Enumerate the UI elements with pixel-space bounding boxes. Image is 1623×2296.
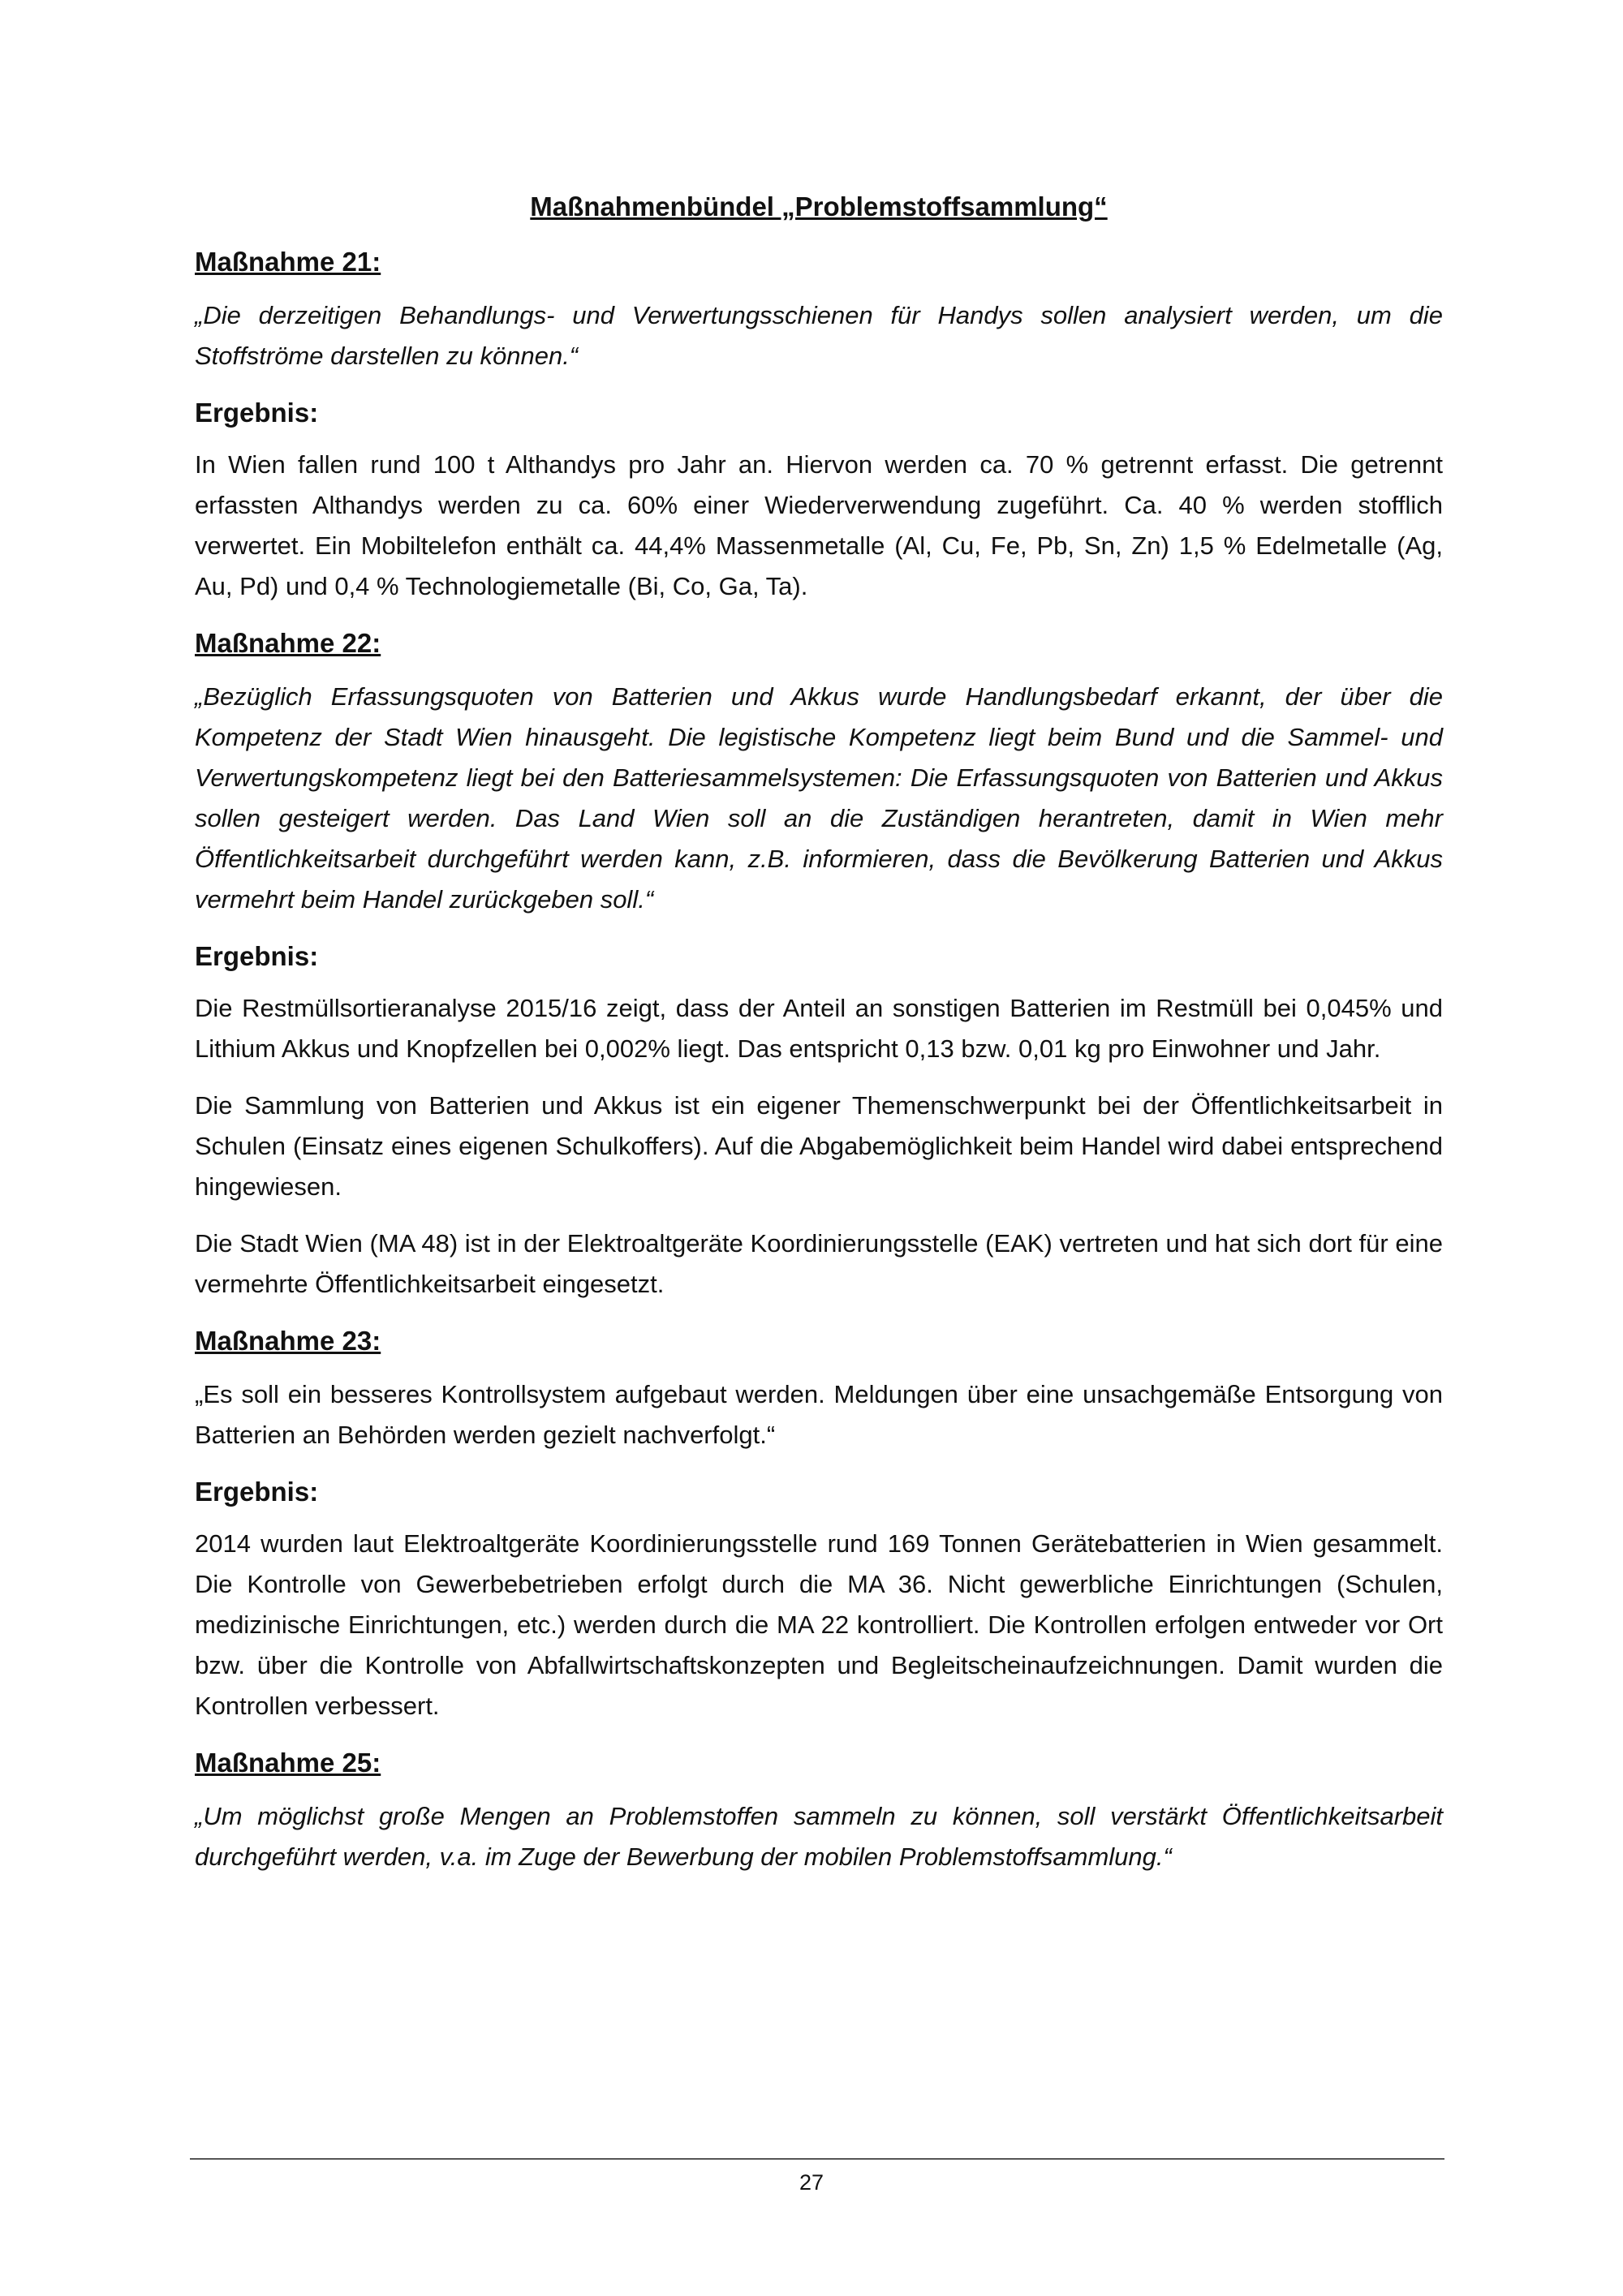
measure-25-quote: „Um möglichst große Mengen an Problemstoffen sammeln zu können, soll verstärkt Öffentlichkeitsarbeit durchgeführt werden, v.a. im Zuge der Bewerbung der mobilen Problemstoffsammlung.“ xyxy=(195,1802,1443,1871)
measure-23-quote: „Es soll ein besseres Kontrollsystem aufgebaut werden. Meldungen über eine unsachgemäße Entsorgung von Batterien an Behörden werden gezielt nachverfolgt.“ xyxy=(195,1380,1443,1449)
measure-23-heading: Maßnahme 23: xyxy=(195,1326,381,1356)
measure-23-section xyxy=(195,1321,1443,1726)
document-page xyxy=(195,187,1443,1894)
measure-21-result-paragraph: In Wien fallen rund 100 t Althandys pro Jahr an. Hiervon werden ca. 70 % getrennt erfasst. Die getrennt erfassten Althandys werden zu ca. 60% einer Wiederverwendung zugeführt. Ca. 40 % werden stofflich verwertet. Ein Mobiltelefon enthält ca. 44,4% Massenmetalle (Al, Cu, Fe, Pb, Sn, Zn) 1,5 % Edelmetalle (Ag, Au, Pd) und 0,4 % Technologiemetalle (Bi, Co, Ga, Ta). xyxy=(195,450,1443,600)
page-number: 27 xyxy=(799,2170,824,2195)
measure-21-result-label: Ergebnis: xyxy=(195,398,319,428)
measure-22-quote: „Bezüglich Erfassungsquoten von Batterien und Akkus wurde Handlungsbedarf erkannt, der über die Kompetenz der Stadt Wien hinausgeht. Die legistische Kompetenz liegt beim Bund und die Sammel- und Verwertungskompetenz liegt bei den Batteriesammelsystemen: Die Erfassungsquoten von Batterien und Akkus sollen gesteigert werden. Das Land Wien soll an die Zuständigen herantreten, damit in Wien mehr Öffentlichkeitsarbeit durchgeführt werden kann, z.B. informieren, dass die Bevölkerung Batterien und Akkus vermehrt beim Handel zurückgeben soll.“ xyxy=(195,682,1443,914)
measure-23-result-paragraph: 2014 wurden laut Elektroaltgeräte Koordinierungsstelle rund 169 Tonnen Gerätebatterien in Wien gesammelt. Die Kontrolle von Gewerbebetrieben erfolgt durch die MA 36. Nicht gewerbliche Einrichtungen (Schulen, medizinische Einrichtungen, etc.) werden durch die MA 22 kontrolliert. Die Kontrollen erfolgen entweder vor Ort bzw. über die Kontrolle von Abfallwirtschaftskonzepten und Begleitscheinaufzeichnungen. Damit wurden die Kontrollen verbessert. xyxy=(195,1529,1443,1720)
measure-22-result-paragraph-3: Die Stadt Wien (MA 48) ist in der Elektroaltgeräte Koordinierungsstelle (EAK) vertreten und hat sich dort für eine vermehrte Öffentlichkeitsarbeit eingesetzt. xyxy=(195,1229,1443,1298)
measure-23-result-label: Ergebnis: xyxy=(195,1477,319,1507)
measure-21-section xyxy=(195,242,1443,607)
measure-21-heading: Maßnahme 21: xyxy=(195,247,381,277)
measure-22-heading: Maßnahme 22: xyxy=(195,628,381,658)
measure-22-section xyxy=(195,623,1443,1305)
measure-25-heading: Maßnahme 25: xyxy=(195,1748,381,1778)
measure-21-quote: „Die derzeitigen Behandlungs- und Verwertungsschienen für Handys sollen analysiert werden, um die Stoffströme darstellen zu können.“ xyxy=(195,301,1443,370)
document-title: Maßnahmenbündel „Problemstoffsammlung“ xyxy=(530,191,1108,221)
measure-22-result-paragraph-2: Die Sammlung von Batterien und Akkus ist ein eigener Themenschwerpunkt bei der Öffentlichkeitsarbeit in Schulen (Einsatz eines eigenen Schulkoffers). Auf die Abgabemöglichkeit beim Handel wird dabei entsprechend hingewiesen. xyxy=(195,1091,1443,1201)
measure-25-section xyxy=(195,1743,1443,1877)
measure-22-result-label: Ergebnis: xyxy=(195,941,319,971)
footer-divider xyxy=(190,2158,1444,2160)
measure-22-result-paragraph-1: Die Restmüllsortieranalyse 2015/16 zeigt, dass der Anteil an sonstigen Batterien im Restmüll bei 0,045% und Lithium Akkus und Knopfzellen bei 0,002% liegt. Das entspricht 0,13 bzw. 0,01 kg pro Einwohner und Jahr. xyxy=(195,994,1443,1063)
